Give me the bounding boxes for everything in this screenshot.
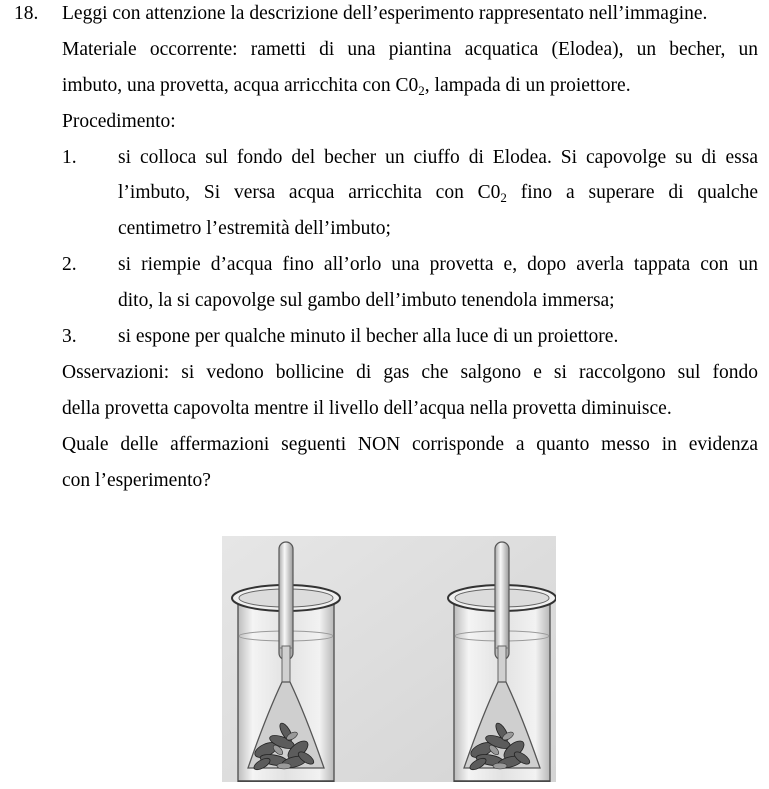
question-number: 18. [14,3,39,24]
subscript-2: 2 [500,190,507,205]
observations-line-2: della provetta capovolta mentre il livello dell’acqua nella provetta diminuisce. [62,398,672,419]
step-1-line-3: centimetro l’estremità dell’imbuto; [118,218,391,239]
prompt-line-1: Quale delle affermazioni seguenti NON corrisponde a quanto messo in evidenza [62,434,758,455]
step-1-line-1: si colloca sul fondo del becher un ciuffo di Elodea. Si capovolge su di essa [118,147,758,168]
materials-text: imbuto, una provetta, acqua arricchita con C0 [62,75,419,96]
step-3-number: 3. [62,326,77,347]
experiment-figure [222,536,556,782]
observations-line-1: Osservazioni: si vedono bollicine di gas che salgono e si raccolgono sul fondo [62,362,758,383]
prompt-line-2: con l’esperimento? [62,470,211,491]
step-1-text: l’imbuto, Si versa acqua arricchita con C0 [118,182,501,203]
experiment-illustration [222,536,556,782]
step-2-line-1: si riempie d’acqua fino all’orlo una provetta e, dopo averla tappata con un [118,254,758,275]
step-1-number: 1. [62,147,77,168]
intro-text: Leggi con attenzione la descrizione dell’esperimento rappresentato nell’immagine. [62,3,708,24]
step-2-number: 2. [62,254,77,275]
step-1-text-end: fino a superare di qualche [506,182,758,203]
step-2-line-2: dito, la si capovolge sul gambo dell’imbuto tenendola immersa; [118,290,615,311]
subscript-2: 2 [418,83,425,98]
materials-line-2 [62,75,631,97]
procedure-label: Procedimento: [62,111,176,132]
materials-text-end: , lampada di un proiettore. [424,75,631,96]
step-1-line-2 [118,182,758,204]
step-3-line-1: si espone per qualche minuto il becher alla luce di un proiettore. [118,326,619,347]
materials-line-1: Materiale occorrente: rametti di una piantina acquatica (Elodea), un becher, un [62,39,758,60]
